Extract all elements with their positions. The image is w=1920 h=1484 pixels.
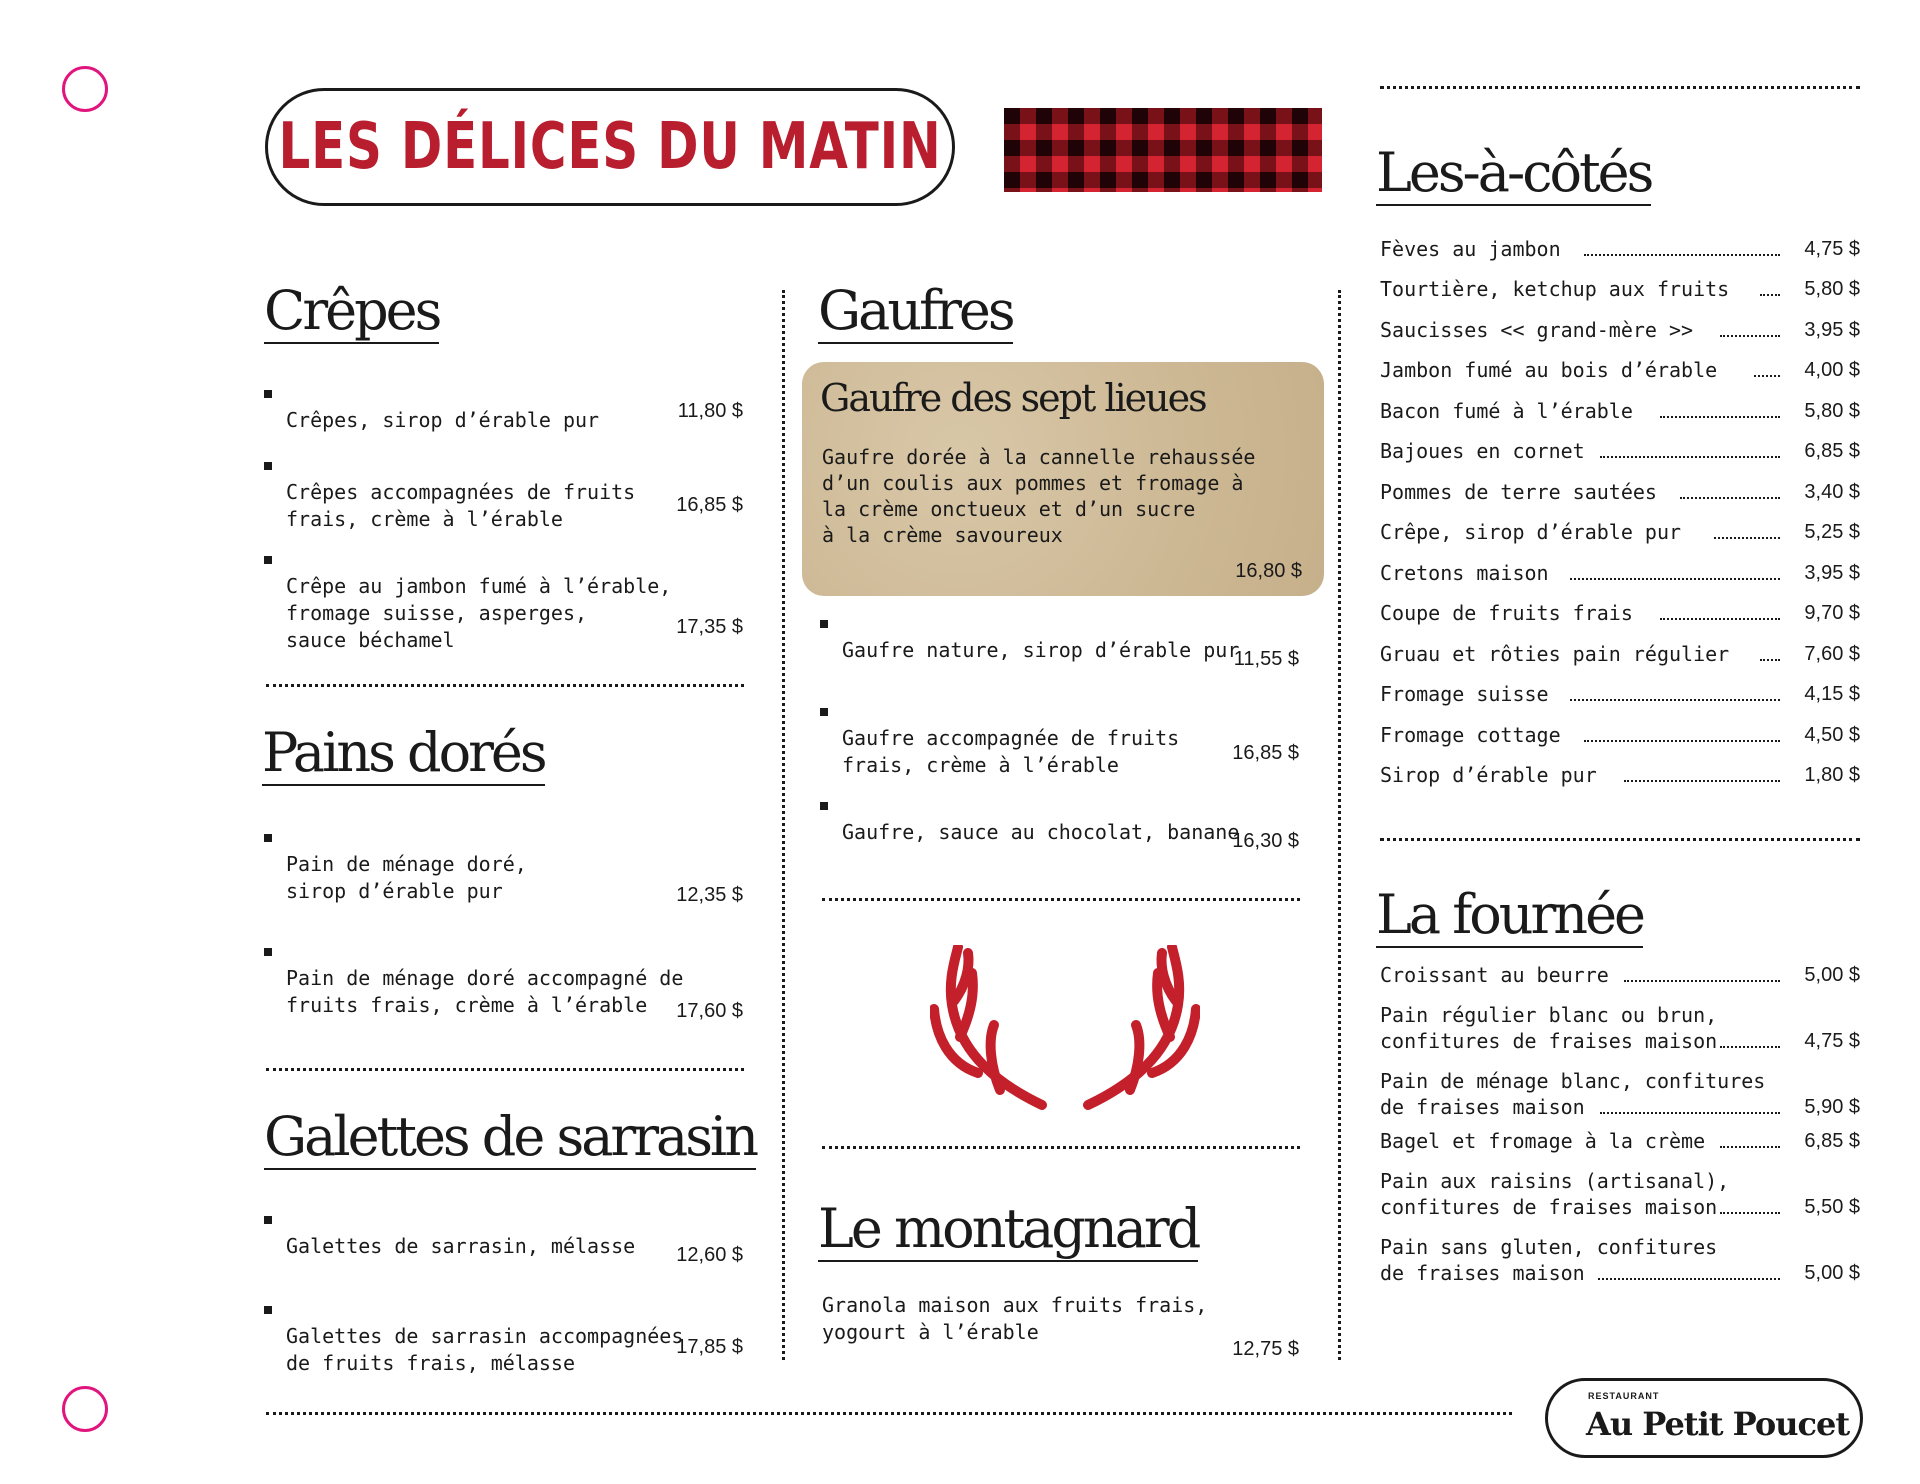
side-item-price: 3,40 $ — [1804, 481, 1860, 503]
side-item-name: Saucisses << grand-mère >> — [1380, 318, 1694, 342]
dot-leader — [1760, 294, 1780, 296]
column-divider — [1338, 290, 1341, 1360]
divider — [266, 1068, 744, 1071]
bullet-icon — [264, 1216, 272, 1224]
side-item-name: Fromage cottage — [1380, 723, 1561, 747]
side-menu-row — [1380, 681, 1860, 707]
side-menu-row — [1380, 600, 1860, 626]
side-menu-row — [1380, 641, 1860, 667]
side-item-name: Pain de ménage blanc, confitures de fraises maison — [1380, 1069, 1766, 1119]
punch-hole-icon — [62, 66, 108, 112]
item-price: 12,60 $ — [676, 1244, 743, 1266]
side-item-price: 4,15 $ — [1804, 683, 1860, 705]
side-item-name: Tourtière, ketchup aux fruits — [1380, 277, 1730, 301]
side-item-name: Jambon fumé au bois d’érable — [1380, 358, 1718, 382]
side-item-name: Pain régulier blanc ou brun, confitures de fraises maison — [1380, 1003, 1718, 1053]
item-price: 11,55 $ — [1233, 648, 1299, 670]
side-item-name: Bajoues en cornet — [1380, 439, 1585, 463]
side-item-price: 5,80 $ — [1804, 400, 1860, 422]
dot-leader — [1584, 254, 1780, 256]
bullet-icon — [264, 1306, 272, 1314]
side-item-price: 5,90 $ — [1804, 1096, 1860, 1118]
side-item-name: Bagel et fromage à la crème — [1380, 1129, 1706, 1153]
dot-leader — [1714, 537, 1780, 539]
side-item-price: 1,80 $ — [1804, 764, 1860, 786]
dot-leader — [1584, 740, 1780, 742]
item-price: 12,35 $ — [676, 884, 743, 906]
side-item-name: Coupe de fruits frais — [1380, 601, 1633, 625]
dot-leader — [1624, 780, 1780, 782]
section-title-fournee: La fournée — [1376, 883, 1643, 946]
featured-item-title: Gaufre des sept lieues — [820, 376, 1206, 420]
menu-item: Crêpes, sirop d’érable pur — [286, 380, 599, 434]
side-item-name: Gruau et rôties pain régulier — [1380, 642, 1730, 666]
side-item-name: Pommes de terre sautées — [1380, 480, 1657, 504]
bullet-icon — [820, 802, 828, 810]
dot-leader — [1598, 1278, 1780, 1280]
item-price: 16,30 $ — [1232, 830, 1299, 852]
side-menu-row — [1380, 479, 1860, 505]
side-menu-row — [1380, 1002, 1860, 1054]
side-item-price: 6,85 $ — [1804, 440, 1860, 462]
side-item-name: Fèves au jambon — [1380, 237, 1561, 261]
divider — [266, 684, 744, 687]
side-item-price: 5,80 $ — [1804, 278, 1860, 300]
restaurant-logo — [1545, 1378, 1863, 1458]
side-item-price: 3,95 $ — [1804, 562, 1860, 584]
section-title-montagnard: Le montagnard — [818, 1197, 1199, 1260]
side-item-price: 6,85 $ — [1804, 1130, 1860, 1152]
column-divider — [782, 290, 785, 1360]
side-menu-row — [1380, 722, 1860, 748]
bullet-icon — [264, 556, 272, 564]
side-item-name: Croissant au beurre — [1380, 963, 1609, 987]
dot-leader — [1720, 1146, 1780, 1148]
dot-leader — [1570, 578, 1780, 580]
side-item-price: 4,75 $ — [1804, 1030, 1860, 1052]
dot-leader — [1660, 618, 1780, 620]
dot-leader — [1760, 659, 1780, 661]
side-item-price: 5,50 $ — [1804, 1196, 1860, 1218]
side-menu-row — [1380, 438, 1860, 464]
menu-item-description: Granola maison aux fruits frais, yogourt à l’érable — [822, 1293, 1208, 1344]
section-title-pains-dores: Pains dorés — [262, 721, 545, 784]
side-item-name: Pain aux raisins (artisanal), confitures de fraises maison — [1380, 1169, 1730, 1219]
side-item-price: 5,25 $ — [1804, 521, 1860, 543]
divider — [266, 1412, 1512, 1415]
section-title-gaufres: Gaufres — [818, 279, 1013, 342]
side-item-price: 5,00 $ — [1804, 964, 1860, 986]
menu-item: Pain de ménage doré accompagné de fruits frais, crème à l’érable — [286, 938, 683, 1019]
side-item-name: Crêpe, sirop d’érable pur — [1380, 520, 1682, 544]
menu-item: Crêpes accompagnées de fruits frais, crème à l’érable — [286, 452, 635, 533]
side-menu-row — [1380, 560, 1860, 586]
menu-item: Crêpe au jambon fumé à l’érable, fromage suisse, asperges, sauce béchamel — [286, 546, 671, 654]
dot-leader — [1720, 335, 1780, 337]
plaid-pattern-icon — [1004, 108, 1322, 192]
featured-item-card — [802, 362, 1324, 596]
menu-item: Galettes de sarrasin accompagnées de fruits frais, mélasse — [286, 1296, 683, 1377]
divider — [822, 1146, 1300, 1149]
dot-leader — [1754, 375, 1780, 377]
divider — [1380, 86, 1860, 89]
side-item-name: Cretons maison — [1380, 561, 1549, 585]
side-item-price: 5,00 $ — [1804, 1262, 1860, 1284]
side-menu-row — [1380, 962, 1860, 988]
section-title-galettes: Galettes de sarrasin — [264, 1105, 756, 1168]
side-menu-row — [1380, 317, 1860, 343]
side-menu-row — [1380, 1068, 1860, 1120]
side-menu-row — [1380, 1128, 1860, 1154]
bullet-icon — [264, 462, 272, 470]
section-title-crepes: Crêpes — [264, 279, 440, 342]
bullet-icon — [264, 834, 272, 842]
bullet-icon — [820, 620, 828, 628]
featured-item-price: 16,80 $ — [1235, 560, 1302, 582]
item-price: 17,85 $ — [676, 1336, 743, 1358]
dot-leader — [1720, 1212, 1780, 1214]
side-item-price: 4,75 $ — [1804, 238, 1860, 260]
dot-leader — [1570, 699, 1780, 701]
logo-tagline: RESTAURANT — [1588, 1391, 1660, 1401]
side-item-name: Pain sans gluten, confitures de fraises maison — [1380, 1235, 1718, 1285]
side-item-price: 3,95 $ — [1804, 319, 1860, 341]
side-menu-row — [1380, 398, 1860, 424]
bullet-icon — [264, 390, 272, 398]
bullet-icon — [264, 948, 272, 956]
page-title: LES DÉLICES DU MATIN — [278, 110, 942, 184]
section-title-cotes: Les-à-côtés — [1376, 141, 1652, 204]
item-price: 12,75 $ — [1232, 1338, 1299, 1360]
menu-item: Gaufre, sauce au chocolat, banane — [842, 792, 1239, 846]
divider — [822, 898, 1300, 901]
logo-name: Au Petit Poucet — [1586, 1405, 1850, 1443]
side-menu-row — [1380, 236, 1860, 262]
menu-item: Pain de ménage doré, sirop d’érable pur — [286, 824, 527, 905]
dot-leader — [1600, 1112, 1780, 1114]
side-item-name: Bacon fumé à l’érable — [1380, 399, 1633, 423]
dot-leader — [1680, 497, 1780, 499]
menu-item: Gaufre nature, sirop d’érable pur — [842, 610, 1239, 664]
dot-leader — [1600, 456, 1780, 458]
bullet-icon — [820, 708, 828, 716]
item-price: 16,85 $ — [676, 494, 743, 516]
side-menu-row — [1380, 519, 1860, 545]
dot-leader — [1720, 1046, 1780, 1048]
item-price: 17,35 $ — [676, 616, 743, 638]
side-item-name: Fromage suisse — [1380, 682, 1549, 706]
header-banner — [265, 88, 955, 206]
side-menu-row — [1380, 276, 1860, 302]
item-price: 17,60 $ — [676, 1000, 743, 1022]
featured-item-description: Gaufre dorée à la cannelle rehaussée d’un coulis aux pommes et fromage à la crème onctueux et d’un sucre à la crème savoureux — [822, 445, 1256, 547]
item-price: 11,80 $ — [677, 400, 743, 422]
antlers-icon — [930, 945, 1200, 1115]
dot-leader — [1660, 416, 1780, 418]
side-menu-row — [1380, 762, 1860, 788]
menu-item: Gaufre accompagnée de fruits frais, crème à l’érable — [842, 698, 1179, 779]
side-menu-row — [1380, 1168, 1860, 1220]
menu-item: Galettes de sarrasin, mélasse — [286, 1206, 635, 1260]
item-price: 16,85 $ — [1232, 742, 1299, 764]
divider — [1380, 838, 1860, 841]
side-item-price: 9,70 $ — [1804, 602, 1860, 624]
side-item-name: Sirop d’érable pur — [1380, 763, 1597, 787]
side-menu-row — [1380, 1234, 1860, 1286]
dot-leader — [1624, 980, 1780, 982]
side-menu-row — [1380, 357, 1860, 383]
punch-hole-icon — [62, 1386, 108, 1432]
side-item-price: 4,00 $ — [1804, 359, 1860, 381]
side-item-price: 7,60 $ — [1804, 643, 1860, 665]
side-item-price: 4,50 $ — [1804, 724, 1860, 746]
